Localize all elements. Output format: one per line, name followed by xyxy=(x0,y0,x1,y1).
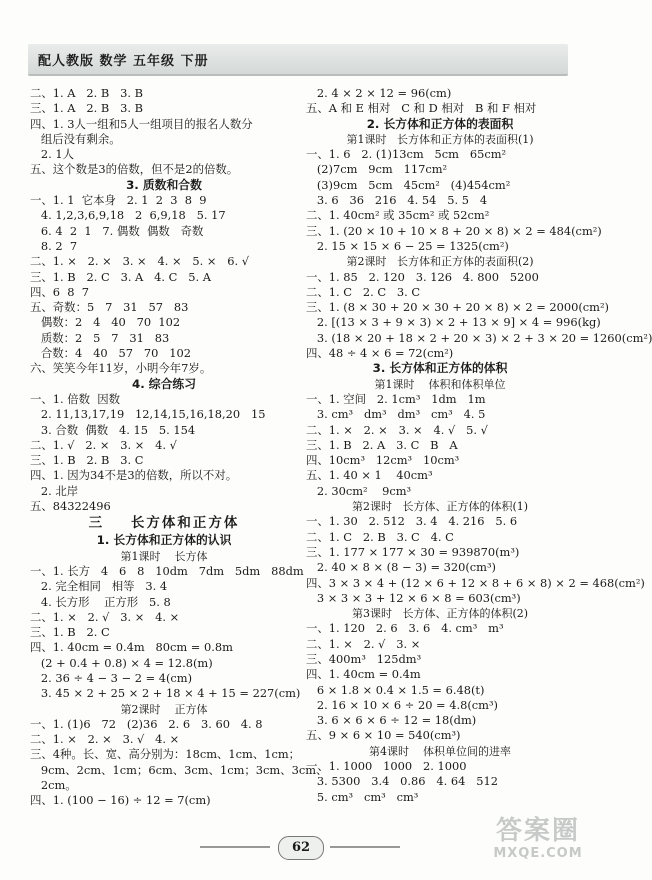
answer-line: 4. 长方形 正方形 5. 8 xyxy=(30,594,171,609)
answer-line: 2. 完全相同 相等 3. 4 xyxy=(30,579,168,594)
answer-line: 2. 4 × 2 × 12 = 96(cm) xyxy=(306,86,452,100)
answer-line: 3. cm³ dm³ dm³ cm³ 4. 5 xyxy=(306,407,486,422)
lesson-heading: 第1课时 长方体和正方体的表面积(1) xyxy=(346,132,534,146)
answer-line: 二、1. × 2. × 3. × 4. × 5. × 6. √ xyxy=(30,254,250,269)
answer-line: 二、1. C 2. B 3. C 4. C xyxy=(306,529,454,544)
answer-line: 3. (18 × 20 + 18 × 2 + 20 × 3) × 2 + 3 × 20 = 1260(cm²) xyxy=(306,330,652,345)
section-heading: 3. 长方体和正方体的体积 xyxy=(372,361,508,376)
answer-line: 3. 合数 偶数 4. 15 5. 154 xyxy=(30,422,196,437)
answer-line: 一、1. 6 2. (1)13cm 5cm 65cm² xyxy=(306,147,507,162)
answer-line: 五、1. 40 × 1 40cm³ xyxy=(306,468,433,483)
lesson-heading: 第3课时 长方体、正方体的体积(2) xyxy=(351,607,529,621)
answer-line: 三、4种。长、宽、高分别为：18cm、1cm、1cm； xyxy=(30,747,301,762)
page-number: 62 xyxy=(278,836,324,860)
chapter-heading: 三 长方体和正方体 xyxy=(88,515,240,532)
answer-line: 四、1. 40cm = 0.4m 80cm = 0.8m xyxy=(30,640,233,655)
answer-line: 五、9 × 6 × 10 = 540(cm³) xyxy=(306,728,461,743)
site-watermark xyxy=(482,816,594,874)
answer-line: 6 × 1.8 × 0.4 × 1.5 = 6.48(t) xyxy=(306,682,485,697)
answer-line: 5. cm³ cm³ cm³ xyxy=(306,789,419,804)
answer-line: 五、A 和 E 相对 C 和 D 相对 B 和 F 相对 xyxy=(306,101,537,116)
answer-line: 2. 16 × 10 × 6 ÷ 20 = 4.8(cm³) xyxy=(306,697,498,712)
watermark-text: 答案圈 xyxy=(495,816,580,846)
answer-line: 9cm、2cm、1cm；6cm、3cm、1cm；3cm、3cm、 xyxy=(30,762,328,777)
answer-line: 三、1. B 2. B 3. C xyxy=(30,453,144,468)
answer-line: 2. 36 ÷ 4 − 3 − 2 = 4(cm) xyxy=(30,670,193,685)
answer-line: 四、6 8 7 xyxy=(30,284,90,299)
answer-line: 组后没有剩余。 xyxy=(30,131,121,146)
answer-line: 一、1. 长方 4 6 8 10dm 7dm 5dm 88dm xyxy=(30,563,304,578)
answer-line: 8. 2 7 xyxy=(30,238,78,253)
answer-line: 二、1. A 2. B 3. B xyxy=(30,86,143,100)
lesson-heading: 第4课时 体积单位间的进率 xyxy=(369,744,511,758)
lesson-heading: 第1课时 长方体 xyxy=(120,549,208,563)
answer-line: 二、1. 40cm² 或 35cm² 或 52cm² xyxy=(306,208,490,223)
answer-line: 二、1. C 2. C 3. C xyxy=(306,284,421,299)
answer-line: 一、1. 1000 1000 2. 1000 xyxy=(306,759,467,774)
watermark-url: MXQE.COM xyxy=(493,846,583,861)
lesson-heading: 第2课时 长方体和正方体的表面积(2) xyxy=(346,255,534,269)
answer-line: 二、1. × 2. × 3. √ 4. × xyxy=(30,732,180,747)
answer-line: 一、1. 85 2. 120 3. 126 4. 800 5200 xyxy=(306,269,539,284)
answer-line: 一、1. 120 2. 6 3. 6 4. cm³ m³ xyxy=(306,621,504,636)
answer-line: 三、1. 177 × 177 × 30 = 939870(m³) xyxy=(306,544,520,559)
answer-line: 四、1. 因为34不是3的倍数，所以不对。 xyxy=(30,468,238,483)
answer-line: 2. 1人 xyxy=(30,147,74,162)
answer-line: 一、1. 空间 2. 1cm³ 1dm 1m xyxy=(306,391,486,406)
right-column xyxy=(306,86,652,805)
answer-line: 3. 45 × 2 + 25 × 2 + 18 × 4 + 15 = 227(cm) xyxy=(30,686,301,701)
section-heading: 3. 质数和合数 xyxy=(126,177,202,192)
answer-line: 三、1. A 2. B 3. B xyxy=(30,101,143,116)
answer-line: 2. 15 × 15 × 6 − 25 = 1325(cm²) xyxy=(306,238,509,253)
section-heading: 1. 长方体和正方体的认识 xyxy=(96,533,232,548)
answer-line: 合数：4 40 57 70 102 xyxy=(30,346,191,361)
answer-line: 三、1. (8 × 30 + 20 × 30 + 20 × 8) × 2 = 2000(cm²) xyxy=(306,300,609,315)
answer-line: 三、1. B 2. C 3. A 4. C 5. A xyxy=(30,269,211,284)
footer-divider-left xyxy=(200,846,270,848)
answer-line: 3. 5300 3.4 0.86 4. 64 512 xyxy=(306,774,498,789)
answer-line: 四、3 × 3 × 4 + (12 × 6 + 12 × 8 + 6 × 8) × 2 = 468(cm²) xyxy=(306,575,645,590)
answer-line: 质数：2 5 7 31 83 xyxy=(30,330,170,345)
left-column xyxy=(30,86,328,809)
answer-line: 偶数：2 4 40 70 102 xyxy=(30,315,181,330)
answer-line: 四、10cm³ 12cm³ 10cm³ xyxy=(306,453,460,468)
answer-line: 四、48 ÷ 4 × 6 = 72(cm²) xyxy=(306,346,454,361)
answer-line: 六、笑笑今年11岁，小明今年7岁。 xyxy=(30,361,212,376)
book-header-title: 配人教版 数学 五年级 下册 xyxy=(38,54,209,69)
answer-line: 2. 30cm² 9cm³ xyxy=(306,483,412,498)
lesson-heading: 第2课时 正方体 xyxy=(120,702,208,716)
answer-line: (3)9cm 5cm 45cm² (4)454cm² xyxy=(306,177,511,192)
answer-line: 五、84322496 xyxy=(30,499,111,514)
answer-line: 四、1. (100 − 16) ÷ 12 = 7(cm) xyxy=(30,793,211,808)
answer-line: 三、1. B 2. A 3. C B A xyxy=(306,437,458,452)
answer-line: 三、1. (20 × 10 + 10 × 8 + 20 × 8) × 2 = 484(cm²) xyxy=(306,223,602,238)
answer-line: 二、1. √ 2. × 3. × 4. √ xyxy=(30,437,177,452)
answer-line: 四、1. 3人一组和5人一组项目的报名人数分 xyxy=(30,116,253,131)
lesson-heading: 第1课时 体积和体积单位 xyxy=(374,377,506,391)
footer-divider-right xyxy=(330,846,400,848)
answer-line: 3. 6 × 6 × 6 ÷ 12 = 18(dm) xyxy=(306,713,477,728)
answer-line: 二、1. × 2. × 3. × 4. √ 5. √ xyxy=(306,422,488,437)
answer-line: 4. 1,2,3,6,9,18 2 6,9,18 5. 17 xyxy=(30,208,226,223)
answer-line: 2. 北岸 xyxy=(30,483,79,498)
answer-line: 2. 40 × 8 × (8 − 3) = 320(cm³) xyxy=(306,560,496,575)
answer-line: 一、1. 30 2. 512 3. 4 4. 216 5. 6 xyxy=(306,514,518,529)
lesson-heading: 第2课时 长方体、正方体的体积(1) xyxy=(351,500,529,514)
answer-line: 3 × 3 × 3 + 12 × 6 × 8 = 603(cm³) xyxy=(306,590,521,605)
answer-line: 三、1. B 2. C xyxy=(30,625,110,640)
answer-line: (2)7cm 9cm 117cm² xyxy=(306,162,448,177)
answer-line: 二、1. × 2. √ 3. × 4. × xyxy=(30,609,180,624)
answer-line: 2. 11,13,17,19 12,14,15,16,18,20 15 xyxy=(30,407,266,422)
answer-line: 三、400m³ 125dm³ xyxy=(306,651,422,666)
answer-line: 2. [(13 × 3 + 9 × 3) × 2 + 13 × 9] × 4 = 996(kg) xyxy=(306,315,601,330)
answer-line: 四、1. 40cm = 0.4m xyxy=(306,667,421,682)
answer-line: 2cm。 xyxy=(30,778,77,793)
answer-line: 3. 6 36 216 4. 54 5. 5 4 xyxy=(306,193,488,208)
section-heading: 4. 综合练习 xyxy=(132,376,196,391)
answer-line: 二、1. × 2. √ 3. × xyxy=(306,636,421,651)
answer-line: 一、1. (1)6 72 (2)36 2. 6 3. 60 4. 8 xyxy=(30,716,263,731)
book-header xyxy=(28,44,568,76)
answer-line: (2 + 0.4 + 0.8) × 4 = 12.8(m) xyxy=(30,655,213,670)
answer-line: 一、1. 倍数 因数 xyxy=(30,391,121,406)
section-heading: 2. 长方体和正方体的表面积 xyxy=(366,116,514,131)
answer-line: 6. 4 2 1 7. 偶数 偶数 奇数 xyxy=(30,223,204,238)
answer-line: 五、奇数：5 7 31 57 83 xyxy=(30,300,189,315)
answer-line: 一、1. 1 它本身 2. 1 2 3 8 9 xyxy=(30,193,207,208)
answer-line: 五、这个数是3的倍数，但不是2的倍数。 xyxy=(30,162,239,177)
